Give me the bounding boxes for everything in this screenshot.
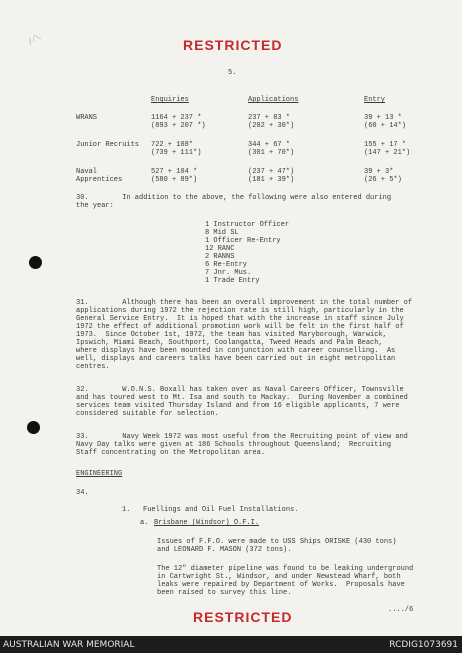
cell-enquiries: 527 + 104 * [151, 168, 198, 176]
row-label-line2: Apprentices [76, 176, 123, 184]
header-entry: Entry [364, 96, 386, 104]
paragraph-31-line: 1972 the effect of additional promotion work will be felt in the first half of [76, 323, 404, 331]
cell-entry: 39 + 3* [364, 168, 394, 176]
para-a1-line: Issues of F.F.O. were made to USS Ships ORISKE (430 tons) [157, 538, 397, 546]
paragraph-33-line: Navy Day talks were given at 186 Schools throughout Queensland; Recruiting [76, 441, 392, 449]
cell-enquiries-prev: (580 + 89*) [151, 176, 198, 184]
paragraph-31-line: centres. [76, 363, 110, 371]
cell-applications: (237 + 47*) [248, 168, 295, 176]
cell-applications: 344 + 67 * [248, 141, 291, 149]
cell-enquiries: 1164 + 237 * [151, 114, 202, 122]
cell-enquiries-prev: (893 + 207 *) [151, 122, 206, 130]
section-heading-engineering: ENGINEERING [76, 470, 123, 478]
cell-entry-prev: (147 + 21*) [364, 149, 411, 157]
paragraph-30-line: 30. In addition to the above, the following were also entered during [76, 194, 392, 202]
cell-applications-prev: (202 + 30*) [248, 122, 295, 130]
paragraph-31-line: well, displays and careers talks have been carried out in eight metropolitan [76, 355, 396, 363]
punch-hole-bottom [27, 421, 40, 434]
paragraph-31-line: Ipswich, Miami Beach, Southport, Coolangatta, Tweed Heads and Palm Beach, [76, 339, 383, 347]
paragraph-32-line: 32. W.O.N.S. Boxall has taken over as Naval Careers Officer, Townsville [76, 386, 404, 394]
row-label: Junior Recruits [76, 141, 140, 149]
para-a2-line: leaks were repaired by Department of Works. Proposals have [157, 581, 405, 589]
paragraph-32-line: services team visited Thursday Island and from 16 eligible applicants, 7 were [76, 402, 400, 410]
para-a2-line: been raised to survey this line. [157, 589, 292, 597]
para-a1-line: and LEONARD F. MASON (372 tons). [157, 546, 292, 554]
cell-applications: 237 + 83 * [248, 114, 291, 122]
paragraph-32-line: and has toured west to Mt. Isa and south to Mackay. During November a combined [76, 394, 408, 402]
row-label: Naval [76, 168, 98, 176]
list-item: 2 RANNS [205, 253, 235, 261]
item-1-heading: 1. Fuellings and Oil Fuel Installations. [122, 506, 299, 514]
paragraph-31-line: applications during 1972 the rejection rate is still high, particularly in the [76, 307, 404, 315]
continuation-marker: ..../6 [388, 606, 414, 614]
paragraph-31-line: 31. Although there has been an overall improvement in the total number of [76, 299, 413, 307]
header-applications: Applications [248, 96, 299, 104]
paragraph-33-line: Staff concentrating on the Metropolitan area. [76, 449, 266, 457]
cell-entry: 155 + 17 * [364, 141, 407, 149]
list-item: 7 Jnr. Mus. [205, 269, 252, 277]
margin-mark: ╱ ⁄ ╲ [27, 33, 41, 46]
para-a2-line: in Cartwright St., Windsor, and under Newstead Wharf, both [157, 573, 401, 581]
restricted-stamp-bottom: RESTRICTED [193, 609, 293, 625]
footer-record-id: RCDIG1073691 [389, 640, 458, 650]
restricted-stamp-top: RESTRICTED [183, 37, 283, 53]
page-number: 5. [228, 69, 237, 77]
paragraph-31-line: General Service Entry. It is hoped that with the increase in staff since July [76, 315, 404, 323]
list-item: 12 RANC [205, 245, 235, 253]
paragraph-30-line: the year: [76, 202, 114, 210]
item-1a-prefix: a. [140, 519, 149, 527]
paragraph-31-line: 1973. Since October 1st, 1972, the team has visited Maryborough, Warwick, [76, 331, 387, 339]
footer-source: AUSTRALIAN WAR MEMORIAL [3, 640, 135, 650]
header-enquiries: Enquiries [151, 96, 189, 104]
archive-footer [0, 636, 462, 653]
cell-entry-prev: (26 + 5*) [364, 176, 402, 184]
paragraph-32-line: considered suitable for selection. [76, 410, 219, 418]
para-a2-line: The 12" diameter pipeline was found to be leaking underground [157, 565, 414, 573]
cell-applications-prev: (301 + 70*) [248, 149, 295, 157]
cell-entry: 39 + 13 * [364, 114, 402, 122]
list-item: 8 Mid SL [205, 229, 239, 237]
cell-applications-prev: (181 + 39*) [248, 176, 295, 184]
cell-entry-prev: (60 + 14*) [364, 122, 407, 130]
paragraph-34-number: 34. [76, 489, 89, 497]
cell-enquiries: 722 + 108* [151, 141, 194, 149]
list-item: 1 Instructor Officer [205, 221, 290, 229]
list-item: 1 Officer Re-Entry [205, 237, 281, 245]
paragraph-33-line: 33. Navy Week 1972 was most useful from the Recruiting point of view and [76, 433, 408, 441]
paragraph-31-line: where displays have been mounted in conjunction with career counselling. As [76, 347, 396, 355]
list-item: 1 Trade Entry [205, 277, 260, 285]
punch-hole-top [29, 256, 42, 269]
row-label: WRANS [76, 114, 98, 122]
list-item: 6 Re-Entry [205, 261, 248, 269]
cell-enquiries-prev: (739 + 111*) [151, 149, 202, 157]
item-1a-heading: Brisbane (Windsor) O.F.I. [154, 519, 260, 527]
